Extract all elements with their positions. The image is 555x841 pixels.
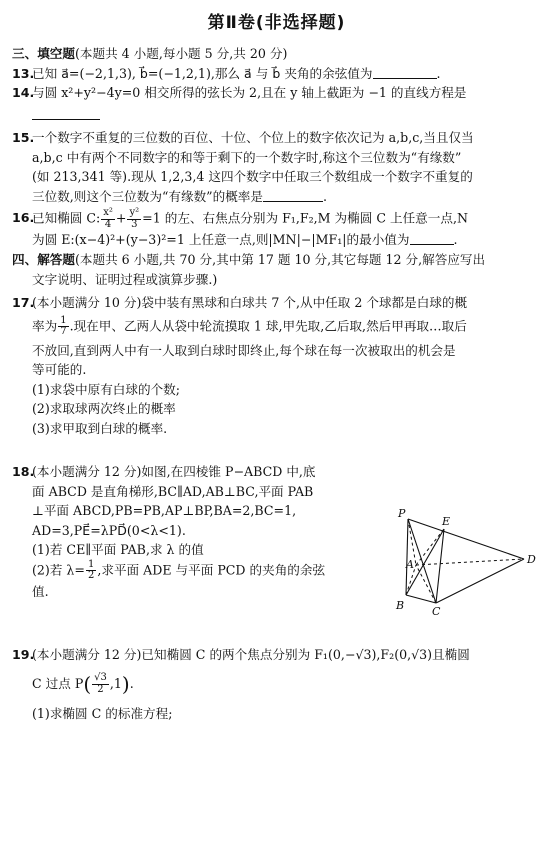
question-18-number: 18. (12, 464, 35, 480)
section-answer-desc-2: 文字说明、证明过程或演算步骤.) (32, 271, 218, 287)
section-fill-heading: 三、填空题 (12, 46, 75, 62)
question-16-prefix: 已知椭圆 C: (32, 210, 101, 226)
page-title: 第Ⅱ卷(非选择题) (207, 13, 346, 33)
question-17-line4: 等可能的. (32, 362, 87, 378)
section-answer-desc-1: (本题共 6 小题,共 70 分,其中第 17 题 10 分,其它每题 12 分,解答应写出 (74, 251, 486, 267)
question-13: 13. 已知 a⃗=(−2,1,3), b⃗=(−1,2,1),那么 a⃗ 与 b⃗ 夹角的余弦值为 . (12, 64, 541, 84)
question-19-line1: (本小题满分 12 分)已知椭圆 C 的两个焦点分别为 F₁(0,−√3),F₂(0,√3)且椭圆 (32, 647, 470, 663)
fraction-x2-over-4: $\frac{\text{x²}}{4}$ (103, 207, 113, 230)
question-13-number: 13. (12, 65, 35, 81)
question-18-line1: (本小题满分 12 分)如图,在四棱锥 P−ABCD 中,底 (32, 464, 316, 480)
fraction-one-half: $\frac{1}{2}$ (87, 558, 95, 582)
question-17-sub1: (1)求袋中原有白球的个数; (32, 381, 181, 397)
question-13-text: 已知 a⃗=(−2,1,3), b⃗=(−1,2,1),那么 a⃗ 与 b⃗ 夹角的余弦值为 (32, 65, 373, 81)
answer-blank-16[interactable] (410, 232, 454, 245)
question-18-sub1: (1)若 CE∥平面 PAB,求 λ 的值 (32, 542, 204, 558)
question-17: 17. (本小题满分 10 分)袋中装有黑球和白球共 7 个,从中任取 2 个球都是白球的概 率为 $\frac{1}{7}$ .现在甲、乙两人从袋中轮流摸取 1 球,甲先取,乙后取,然后甲再取…取后 不放回,直到两人中有一人取到白球时即终止,每个球在每一次被取出的机会是 等可能的. (1)求袋中原有白球的个数; (2)求取球两次终止的概率 (3)求甲取到白球的概率. (12, 293, 541, 438)
question-17-line3: 不放回,直到两人中有一人取到白球时即终止,每个球在每一次被取出的机会是 (32, 342, 456, 358)
question-16-line2: 为圆 E:(x−4)²+(y−3)²=1 上任意一点,则|MN|−|MF₁|的最小值为 (32, 232, 410, 248)
question-18: 18. (本小题满分 12 分)如图,在四棱锥 P−ABCD 中,底 面 ABCD 是直角梯形,BC∥AD,AB⊥BC,平面 PAB ⊥平面 ABCD,PB=PB,AP⊥BP,BA=2,BC=1, AD=3,PE⃗=λPD⃗(0<λ<1). (1)若 CE∥平面 PAB,求 λ 的值 (2)若 λ= $\frac{1}{2}$ ,求平面 ADE 与平面 PCD 的夹角的余弦 值. (12, 462, 541, 601)
answer-blank-14[interactable] (32, 107, 100, 120)
answer-blank-13[interactable] (373, 66, 437, 79)
question-15-line2: a,b,c 中有两个不同数字的和等于剩下的一个数字时,称这个三位数为“有缘数” (32, 149, 462, 165)
question-18-sub2: ,求平面 ADE 与平面 PCD 的夹角的余弦 (97, 562, 326, 578)
question-15-number: 15. (12, 130, 35, 146)
section-answer-heading: 四、解答题 (12, 251, 75, 267)
question-14-number: 14. (12, 85, 35, 101)
question-15-line1: 一个数字不重复的三位数的百位、十位、个位上的数字依次记为 a,b,c,当且仅当 (32, 130, 474, 146)
question-18-line4: AD=3,PE⃗=λPD⃗(0<λ<1). (32, 522, 186, 538)
question-18-line2: 面 ABCD 是直角梯形,BC∥AD,AB⊥BC,平面 PAB (32, 483, 314, 499)
pyramid-figure (386, 505, 546, 620)
question-15-line3: (如 213,341 等).现从 1,2,3,4 这四个数字中任取三个数组成一个数字不重复的 (32, 169, 473, 185)
question-16-number: 16. (12, 210, 35, 226)
figure-label-e: E (442, 515, 451, 528)
question-17-sub2: (2)求取球两次终止的概率 (32, 401, 176, 417)
question-14 (12, 83, 541, 103)
question-18-line3: ⊥平面 ABCD,PB=PB,AP⊥BP,BA=2,BC=1, (32, 503, 297, 519)
figure-label-p: P (398, 507, 406, 520)
question-17-line2: .现在甲、乙两人从袋中轮流摸取 1 球,甲先取,乙后取,然后甲再取…取后 (69, 318, 467, 334)
fraction-sqrt3-over-2: $\frac{√3}{2}$ (94, 672, 107, 695)
question-16-suffix: =1 的左、右焦点分别为 F₁,F₂,M 为椭圆 C 上任意一点,N (142, 210, 468, 226)
question-17-sub3: (3)求甲取到白球的概率. (32, 420, 168, 436)
question-18-sub2-line2: 值. (32, 583, 49, 599)
question-19: 19. (本小题满分 12 分)已知椭圆 C 的两个焦点分别为 F₁(0,−√3),F₂(0,√3)且椭圆 C 过点 P( $\frac{√3}{2}$ ,1). (1)求椭圆 C 的标准方程; (12, 645, 541, 723)
question-17-number: 17. (12, 295, 35, 311)
question-19-line2: ,1 (109, 675, 122, 691)
section-answer-header (12, 250, 541, 289)
answer-blank-15[interactable] (263, 189, 323, 202)
question-15-line4: 三位数,则这个三位数为“有缘数”的概率是 (32, 188, 263, 204)
question-19-number: 19. (12, 647, 35, 663)
question-16: 16. 已知椭圆 C: $\frac{\text{x²}}{4}$ + $\frac{\text{y²}}{3}$ =1 的左、右焦点分别为 F₁,F₂,M 为椭圆 C 上任意一点,N 为圆 E:(x−4)²+(y−3)²=1 上任意一点,则|MN|−|MF₁|的最小值为 . (12, 207, 468, 248)
fraction-y2-over-3: $\frac{\text{y²}}{3}$ (129, 207, 140, 230)
question-15: 15. 一个数字不重复的三位数的百位、十位、个位上的数字依次记为 a,b,c,当且仅当 a,b,c 中有两个不同数字的和等于剩下的一个数字时,称这个三位数为“有缘数” (如 213,341 等).现从 1,2,3,4 这四个数字中任取三个数组成一个数字不重复的 三位数,则这个三位数为“有缘数”的概率是 . (12, 128, 541, 206)
figure-label-c: C (432, 605, 441, 618)
section-fill-desc: (本题共 4 小题,每小题 5 分,共 20 分) (74, 46, 288, 62)
question-14-text: 与圆 x²+y²−4y=0 相交所得的弦长为 2,且在 y 轴上截距为 −1 的直线方程是 (32, 85, 467, 101)
question-19-sub1: (1)求椭圆 C 的标准方程; (32, 705, 173, 721)
figure-label-a: A (406, 558, 414, 571)
figure-label-d: D (527, 553, 536, 566)
question-17-line1: (本小题满分 10 分)袋中装有黑球和白球共 7 个,从中任取 2 个球都是白球的概 (32, 295, 468, 311)
fraction-one-seventh: $\frac{1}{7}$ (60, 314, 67, 338)
section-fill-header (12, 44, 541, 64)
figure-label-b: B (396, 599, 405, 612)
